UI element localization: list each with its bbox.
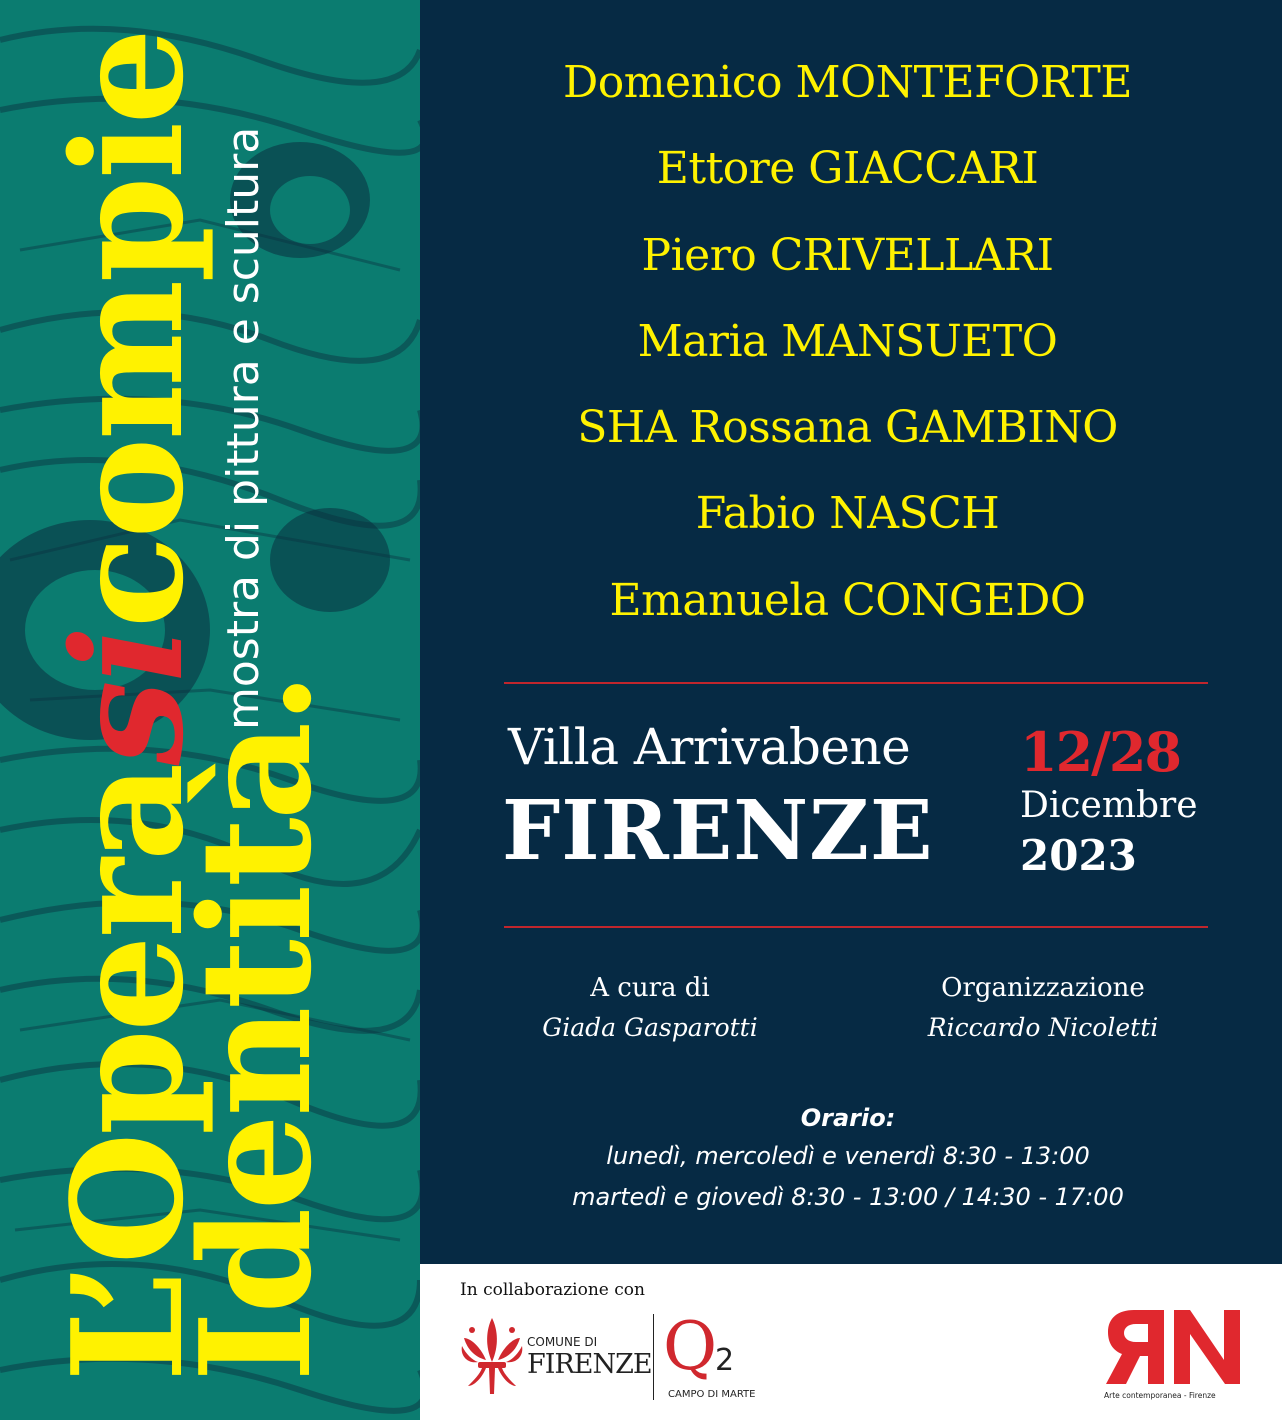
title-part-compie: compie	[38, 30, 217, 629]
exhibition-title	[0, 0, 420, 1420]
organizer-name: Riccardo Nicoletti	[927, 1013, 1159, 1042]
curator-name: Giada Gasparotti	[542, 1013, 758, 1042]
hours-title: Orario:	[800, 1104, 896, 1132]
rn-logo-icon	[1104, 1306, 1244, 1388]
artist-name: Maria MANSUETO	[637, 315, 1058, 367]
q2-district: CAMPO DI MARTE	[668, 1389, 756, 1400]
organizer-label: Organizzazione	[941, 973, 1145, 1003]
logo-divider	[653, 1314, 654, 1400]
artist-name: Emanuela CONGEDO	[609, 574, 1086, 626]
info-panel	[420, 0, 1282, 1264]
artist-name: Domenico MONTEFORTE	[562, 57, 1133, 108]
exhibition-subtitle: mostra di pittura e scultura	[218, 126, 269, 730]
artist-name: Ettore GIACCARI	[656, 143, 1039, 195]
rn-caption: Arte contemporanea - Firenze	[1104, 1391, 1216, 1400]
q2-logo-number: 2	[715, 1343, 735, 1378]
artist-name: SHA Rossana GAMBINO	[577, 402, 1118, 454]
hours-line: lunedì, mercoledì e venerdì 8:30 - 13:00	[606, 1142, 1090, 1170]
collaboration-label: In collaborazione con	[460, 1280, 645, 1300]
curator-credit	[500, 970, 800, 1050]
title-part-opera: L’Opera	[38, 765, 217, 1382]
divider-bottom	[504, 926, 1208, 928]
date-month: Dicembre	[1020, 785, 1198, 826]
hours-line: martedì e giovedì 8:30 - 13:00 / 14:30 - 17:00	[572, 1183, 1124, 1211]
date-range: 12/28	[1020, 720, 1181, 784]
q2-logo-letter: Q	[663, 1308, 718, 1385]
date-year: 2023	[1020, 831, 1137, 880]
artist-name: Piero CRIVELLARI	[641, 229, 1054, 281]
venue-city: FIRENZE	[502, 783, 934, 879]
organizer-credit	[893, 970, 1193, 1050]
partners-footer	[420, 1264, 1282, 1420]
title-line-2: Identità.	[166, 674, 345, 1382]
title-part-si: si	[38, 628, 217, 766]
venue-name: Villa Arrivabene	[508, 718, 911, 776]
curator-label: A cura di	[590, 973, 710, 1003]
florence-lily-icon	[460, 1316, 524, 1400]
artist-list	[420, 52, 1275, 656]
artwork-panel	[0, 0, 420, 1420]
divider-top	[504, 682, 1208, 684]
artist-name: Fabio NASCH	[695, 488, 1000, 540]
comune-city: FIRENZE	[527, 1349, 652, 1380]
comune-label: COMUNE DI	[527, 1335, 598, 1349]
opening-hours	[420, 1100, 1276, 1218]
